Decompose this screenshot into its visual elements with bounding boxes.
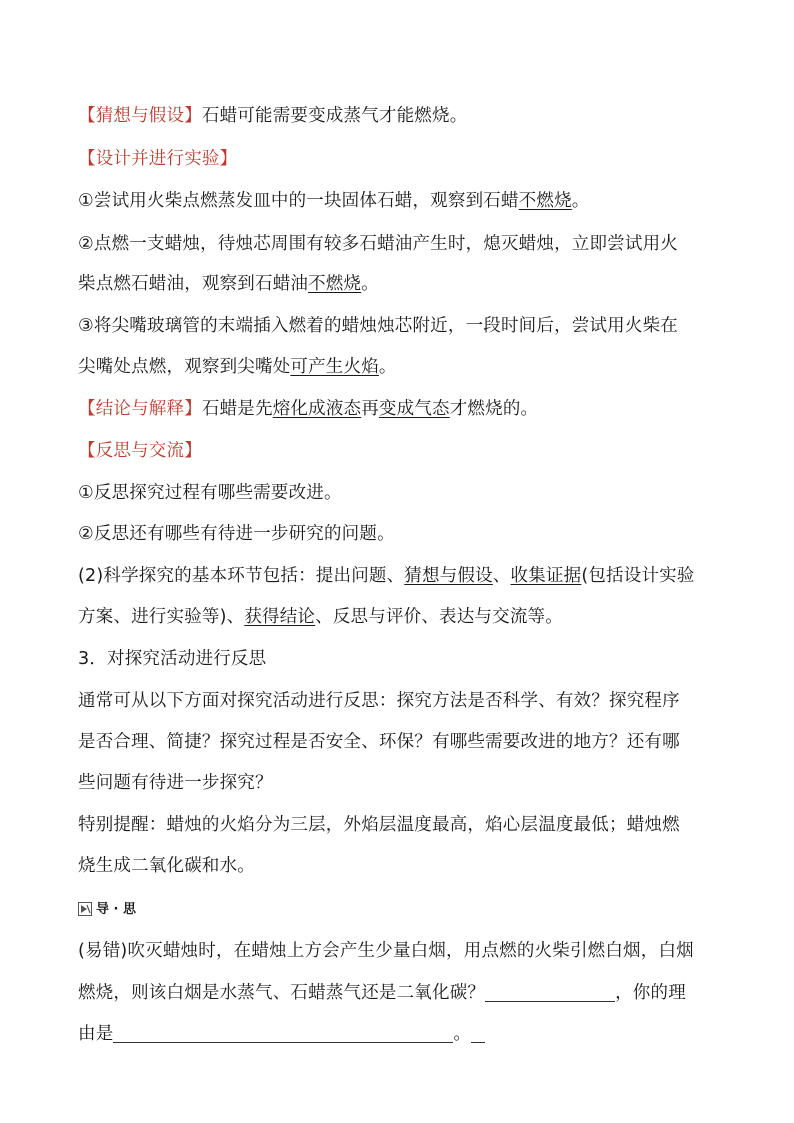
exp2-text-2: 柴点燃石蜡油，观察到石蜡油 [78,274,309,294]
exp1-suffix: 。 [571,191,590,211]
answer-blank-2-tail [471,1022,485,1043]
guide-label-row [78,901,136,919]
question-text-2: 燃烧，则该白烟是水蒸气、石蜡蒸气还是二氧化碳？ [78,983,486,1003]
exp1-answer: 不燃烧 [518,191,572,211]
question-text-2-suffix: ，你的理 [615,983,686,1003]
reflect-item-1 [78,479,718,507]
science-steps-line1 [78,562,718,590]
exp2-answer: 不燃烧 [308,274,362,294]
exp2-text-1: ②点燃一支蜡烛，待烛芯周围有较多石蜡油产生时，熄灭蜡烛，立即尝试用火 [78,234,678,254]
point3-text-2: 是否合理、简捷？探究过程是否安全、环保？有哪些需要改进的地方？还有哪 [78,732,680,752]
question-line3 [78,1020,718,1048]
exp3-suffix: 。 [378,357,397,377]
experiment-3-line2 [78,353,718,381]
answer-blank-2[interactable] [113,1022,453,1043]
reflect-item-2 [78,520,718,548]
reminder-text-1: 特别提醒：蜡烛的火焰分为三层，外焰层温度最高，焰心层温度最低；蜡烛燃 [78,815,680,835]
point3-text-1: 通常可从以下方面对探究活动进行反思：探究方法是否科学、有效？探究程序 [78,691,680,711]
steps-line2-prefix: 方案、进行实验等)、 [78,607,245,627]
question-line1 [78,937,718,965]
science-steps-line2 [78,603,718,631]
exp1-text: ①尝试用火柴点燃蒸发皿中的一块固体石蜡，观察到石蜡 [78,191,519,211]
point3-text-3: 些问题有待进一步探究？ [78,773,273,793]
section-heading-conclusion: 【结论与解释】 [78,399,202,419]
steps-prefix: (2)科学探究的基本环节包括：提出问题、 [78,566,405,586]
reflect-heading [78,437,718,465]
steps-sep: 、 [492,566,511,586]
guide-arrow-icon [78,902,92,916]
point3-title-text: 3．对探究活动进行反思 [78,649,267,669]
question-line2 [78,979,718,1007]
section-heading-design: 【设计并进行实验】 [78,149,238,169]
guess-text: 石蜡可能需要变成蒸气才能燃烧。 [201,106,468,126]
experiment-1 [78,187,718,215]
exp3-answer: 可产生火焰 [290,357,379,377]
section-heading-guess: 【猜想与假设】 [78,106,202,126]
question-text-3-suffix: 。 [453,1024,472,1044]
exp3-text-1: ③将尖嘴玻璃管的末端插入燃着的蜡烛烛芯附近，一段时间后，尝试用火柴在 [78,316,678,336]
exp2-suffix: 。 [361,274,379,294]
section-heading-reflect: 【反思与交流】 [78,441,202,461]
point3-title [78,645,718,673]
design-experiment-heading [78,145,718,173]
steps-answer-2: 收集证据 [510,566,582,586]
answer-blank-1[interactable] [485,981,615,1002]
point3-line2 [78,728,718,756]
reflect-text-2: ②反思还有哪些有待进一步研究的问题。 [78,524,395,544]
steps-answer-3: 获得结论 [244,607,316,627]
steps-after: (包括设计实验 [581,566,695,586]
experiment-3-line1 [78,312,718,340]
question-text-1: (易错)吹灭蜡烛时，在蜡烛上方会产生少量白烟，用点燃的火柴引燃白烟，白烟 [78,941,694,961]
conclusion-answer-1: 熔化成液态 [272,399,362,419]
conclusion-paragraph [78,395,718,423]
reminder-line1 [78,811,718,839]
question-text-3: 由是 [78,1024,114,1044]
experiment-2-line2 [78,270,718,298]
conclusion-suffix: 才燃烧的。 [449,399,539,419]
point3-line3 [78,769,718,797]
reminder-text-2: 烧生成二氧化碳和水。 [78,856,255,876]
exp3-text-2: 尖嘴处点燃，观察到尖嘴处 [78,357,291,377]
conclusion-mid: 再 [361,399,379,419]
conclusion-prefix: 石蜡是先 [201,399,273,419]
guide-label: 导 · 思 [96,902,136,917]
reflect-text-1: ①反思探究过程有哪些需要改进。 [78,483,342,503]
conclusion-answer-2: 变成气态 [378,399,450,419]
guess-hypothesis-paragraph [78,102,718,130]
reminder-line2 [78,852,718,880]
experiment-2-line1 [78,230,718,258]
point3-line1 [78,687,718,715]
steps-answer-1: 猜想与假设 [404,566,493,586]
steps-line2-suffix: 、反思与评价、表达与交流等。 [315,607,563,627]
